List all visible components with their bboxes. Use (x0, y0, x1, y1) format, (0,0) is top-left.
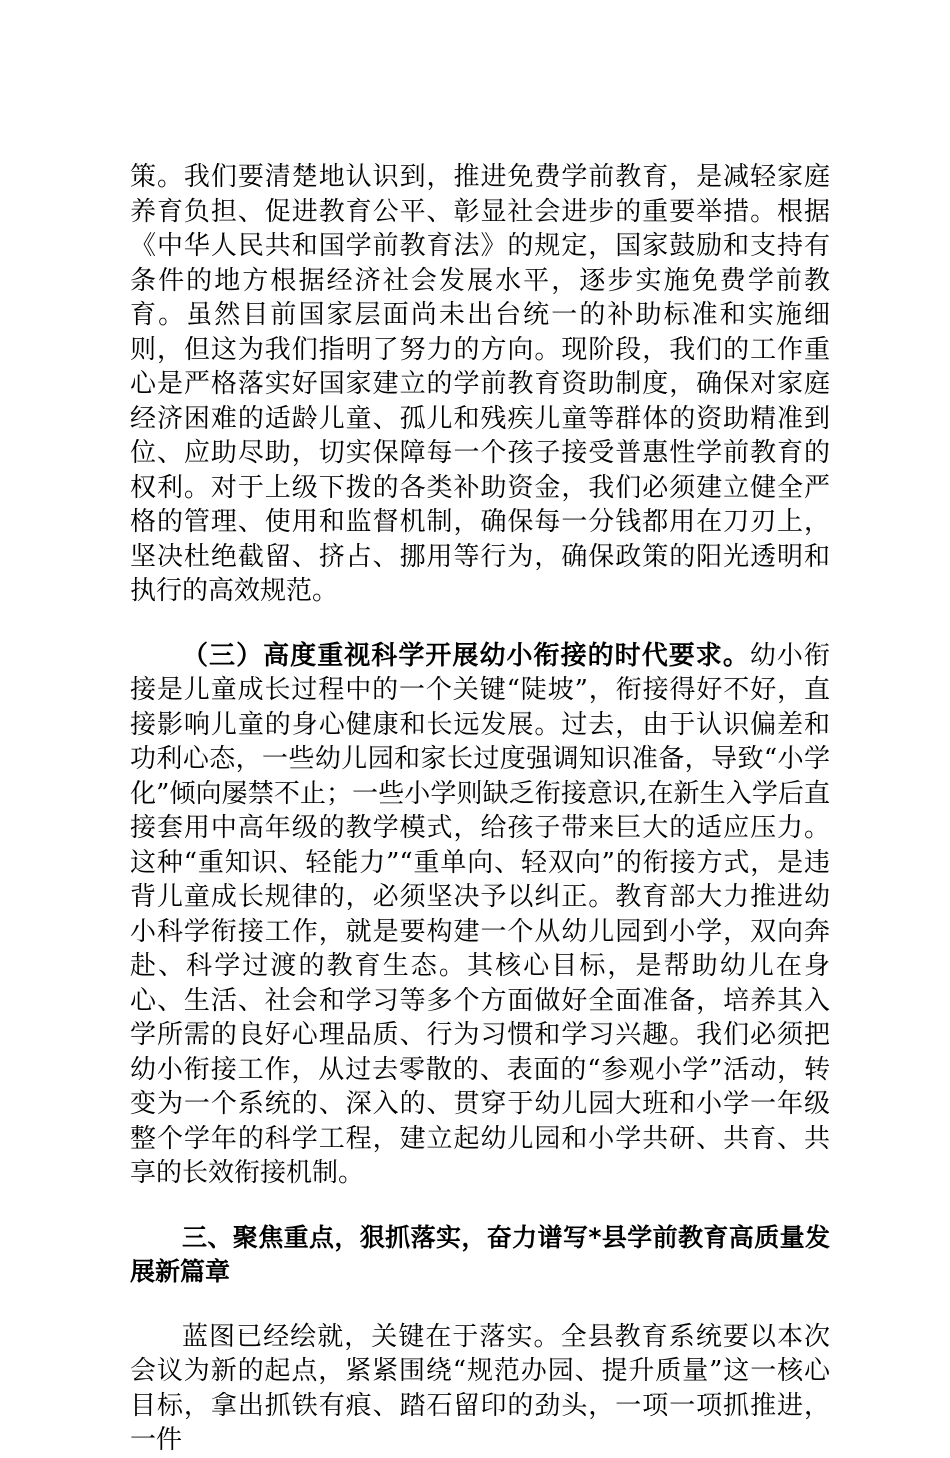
section-heading-three: 三、聚焦重点，狠抓落实，奋力谱写*县学前教育高质量发展新篇章 (130, 1222, 830, 1286)
paragraph-policy-funding: 策。我们要清楚地认识到，推进免费学前教育，是减轻家庭养育负担、促进教育公平、彰显社会进步的重要举措。根据《中华人民共和国学前教育法》的规定，国家鼓励和支持有条件的地方根据经济社会发展水平，逐步实施免费学前教育。虽然目前国家层面尚未出台统一的补助标准和实施细则，但这为我们指明了努力的方向。现阶段，我们的工作重心是严格落实好国家建立的学前教育资助制度，确保对家庭经济困难的适龄儿童、孤儿和残疾儿童等群体的资助精准到位、应助尽助，切实保障每一个孩子接受普惠性学前教育的权利。对于上级下拨的各类补助资金，我们必须建立健全严格的管理、使用和监督机制，确保每一分钱都用在刀刃上，坚决杜绝截留、挤占、挪用等行为，确保政策的阳光透明和执行的高效规范。 (130, 162, 830, 606)
paragraph-kindergarten-transition (130, 639, 830, 1191)
paragraph-body-text: 幼小衔接是儿童成长过程中的一个关键“陡坡”，衔接得好不好，直接影响儿童的身心健康和长远发展。过去，由于认识偏差和功利心态，一些幼儿园和家长过度强调知识准备，导致“小学化”倾向屡禁不止；一些小学则缺乏衔接意识,在新生入学后直接套用中高年级的教学模式，给孩子带来巨大的适应压力。这种“重知识、轻能力”“重单向、轻双向”的衔接方式，是违背儿童成长规律的，必须坚决予以纠正。教育部大力推进幼小科学衔接工作，就是要构建一个从幼儿园到小学，双向奔赴、科学过渡的教育生态。其核心目标，是帮助幼儿在身心、生活、社会和学习等多个方面做好全面准备，培养其入学所需的良好心理品质、行为习惯和学习兴趣。我们必须把幼小衔接工作，从过去零散的、表面的“参观小学”活动，转变为一个系统的、深入的、贯穿于幼儿园大班和小学一年级整个学年的科学工程，建立起幼儿园和小学共研、共育、共享的长效衔接机制。 (130, 640, 830, 1188)
paragraph-implementation: 蓝图已经绘就，关键在于落实。全县教育系统要以本次会议为新的起点，紧紧围绕“规范办园、提升质量”这一核心目标，拿出抓铁有痕、踏石留印的劲头，一项一项抓推进，一件 (130, 1321, 830, 1455)
paragraph-lead-heading: （三）高度重视科学开展幼小衔接的时代要求。 (182, 640, 750, 671)
document-page (130, 160, 830, 1458)
